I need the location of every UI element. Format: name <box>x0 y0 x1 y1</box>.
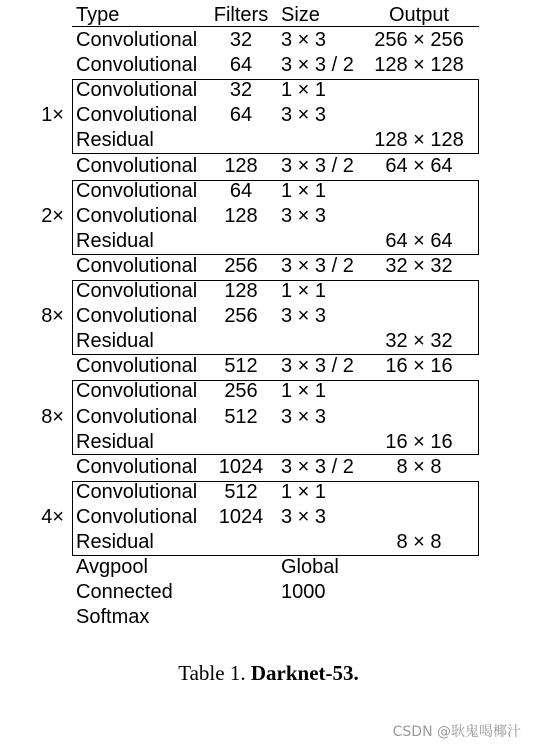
cell-size: Global <box>281 556 339 578</box>
cell-filters: 1024 <box>218 506 264 528</box>
cell-type: Convolutional <box>76 280 198 302</box>
cell-type: Convolutional <box>76 104 198 126</box>
cell-type: Connected <box>76 581 173 603</box>
cell-type: Convolutional <box>76 155 198 177</box>
cell-output: 32 × 32 <box>385 330 453 352</box>
cell-type: Convolutional <box>76 29 198 51</box>
cell-type: Softmax <box>76 606 150 628</box>
cell-output: 8 × 8 <box>396 531 442 553</box>
cell-size: 3 × 3 <box>281 29 327 51</box>
cell-filters: 256 <box>224 380 258 402</box>
column-header-size: Size <box>281 4 320 26</box>
column-header-output: Output <box>388 4 450 26</box>
cell-size: 3 × 3 <box>281 205 327 227</box>
cell-type: Residual <box>76 330 154 352</box>
cell-size: 3 × 3 <box>281 104 327 126</box>
cell-size: 3 × 3 <box>281 506 327 528</box>
cell-filters: 64 <box>229 180 253 202</box>
cell-output: 16 × 16 <box>385 355 453 377</box>
cell-size: 3 × 3 / 2 <box>281 54 354 76</box>
repeat-multiplier: 1× <box>41 104 64 126</box>
cell-filters: 64 <box>229 54 253 76</box>
cell-type: Avgpool <box>76 556 148 578</box>
cell-output: 16 × 16 <box>385 431 453 453</box>
cell-size: 3 × 3 / 2 <box>281 355 354 377</box>
cell-size: 3 × 3 / 2 <box>281 456 354 478</box>
cell-size: 1 × 1 <box>281 180 327 202</box>
cell-type: Residual <box>76 431 154 453</box>
cell-type: Residual <box>76 531 154 553</box>
caption-prefix: Table 1. <box>178 661 246 685</box>
cell-size: 3 × 3 <box>281 406 327 428</box>
cell-filters: 64 <box>229 104 253 126</box>
table-caption <box>0 660 537 686</box>
cell-output: 256 × 256 <box>374 29 464 51</box>
repeat-multiplier: 8× <box>41 406 64 428</box>
watermark: CSDN @耿鬼喝椰汁 <box>392 724 521 740</box>
cell-filters: 512 <box>224 406 258 428</box>
cell-type: Convolutional <box>76 180 198 202</box>
cell-output: 8 × 8 <box>396 456 442 478</box>
cell-type: Residual <box>76 129 154 151</box>
repeat-multiplier: 4× <box>41 506 64 528</box>
cell-size: 1 × 1 <box>281 380 327 402</box>
cell-size: 1 × 1 <box>281 79 327 101</box>
cell-type: Convolutional <box>76 355 198 377</box>
cell-type: Convolutional <box>76 205 198 227</box>
cell-filters: 128 <box>224 205 258 227</box>
cell-filters: 1024 <box>218 456 264 478</box>
cell-type: Convolutional <box>76 506 198 528</box>
repeat-multiplier: 2× <box>41 205 64 227</box>
cell-filters: 256 <box>224 305 258 327</box>
column-header-type: Type <box>76 4 120 26</box>
cell-type: Convolutional <box>76 456 198 478</box>
cell-filters: 128 <box>224 155 258 177</box>
cell-output: 128 × 128 <box>374 129 464 151</box>
caption-title: Darknet-53. <box>250 661 359 685</box>
cell-type: Residual <box>76 230 154 252</box>
cell-type: Convolutional <box>76 54 198 76</box>
repeat-multiplier: 8× <box>41 305 64 327</box>
cell-type: Convolutional <box>76 305 198 327</box>
cell-size: 1000 <box>281 581 326 603</box>
cell-output: 32 × 32 <box>385 255 453 277</box>
cell-type: Convolutional <box>76 380 198 402</box>
cell-filters: 256 <box>224 255 258 277</box>
cell-size: 3 × 3 <box>281 305 327 327</box>
cell-type: Convolutional <box>76 406 198 428</box>
cell-size: 3 × 3 / 2 <box>281 255 354 277</box>
cell-type: Convolutional <box>76 481 198 503</box>
cell-size: 3 × 3 / 2 <box>281 155 354 177</box>
cell-filters: 512 <box>224 355 258 377</box>
cell-output: 64 × 64 <box>385 230 453 252</box>
cell-filters: 128 <box>224 280 258 302</box>
cell-output: 64 × 64 <box>385 155 453 177</box>
cell-size: 1 × 1 <box>281 280 327 302</box>
cell-size: 1 × 1 <box>281 481 327 503</box>
cell-output: 128 × 128 <box>374 54 464 76</box>
cell-type: Convolutional <box>76 255 198 277</box>
cell-filters: 32 <box>229 79 253 101</box>
column-header-filters: Filters <box>213 4 269 26</box>
cell-type: Convolutional <box>76 79 198 101</box>
cell-filters: 512 <box>224 481 258 503</box>
cell-filters: 32 <box>229 29 253 51</box>
